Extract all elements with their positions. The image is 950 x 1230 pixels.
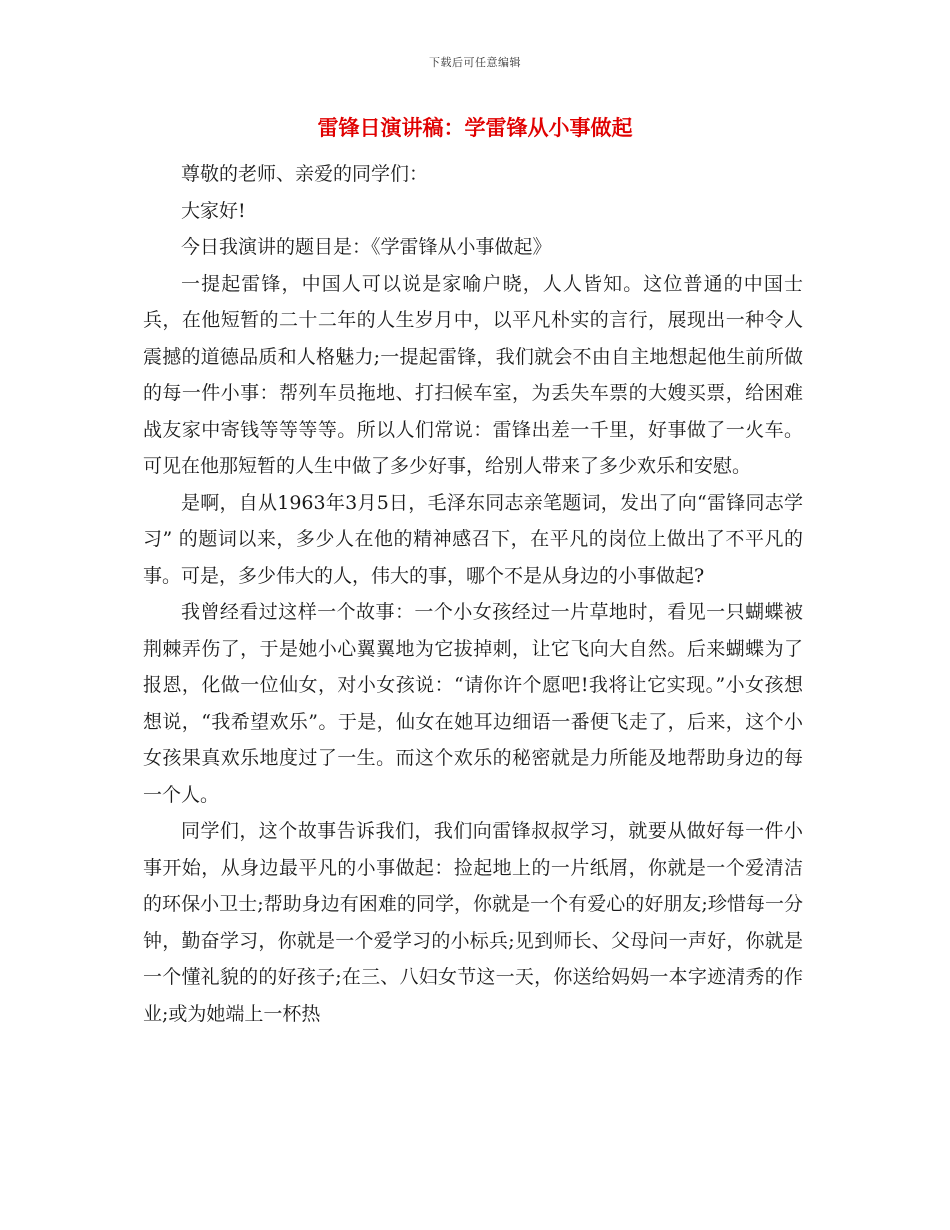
paragraph: 我曾经看过这样一个故事：一个小女孩经过一片草地时，看见一只蝴蝶被荆棘弄伤了，于是她小心翼翼地为它拔掉刺，让它飞向大自然。后来蝴蝶为了报恩，化做一位仙女，对小女孩说：“请你许个愿吧!我将让它实现。”小女孩想想说，“我希望欢乐”。于是，仙女在她耳边细语一番便飞走了，后来，这个小女孩果真欢乐地度过了一生。而这个欢乐的秘密就是力所能及地帮助身边的每一个人。 (143, 601, 803, 806)
paragraph: 是啊，自从1963年3月5日，毛泽东同志亲笔题词，发出了向“雷锋同志学习” 的题词以来，多少人在他的精神感召下，在平凡的岗位上做出了不平凡的事。可是，多少伟大的人，伟大的事，哪个不是从身边的小事做起? (143, 491, 803, 587)
paragraph-greeting: 大家好! (181, 199, 246, 222)
page-title: 雷锋日演讲稿：学雷锋从小事做起 (317, 115, 633, 140)
paragraph-salutation: 尊敬的老师、亲爱的同学们： (181, 163, 429, 185)
document-body (143, 156, 803, 1032)
header-note: 下载后可任意编辑 (429, 56, 521, 69)
paragraph-topic: 今日我演讲的题目是：《学雷锋从小事做起》 (181, 236, 552, 258)
paragraph: 同学们，这个故事告诉我们，我们向雷锋叔叔学习，就要从做好每一件小事开始，从身边最平凡的小事做起：捡起地上的一片纸屑，你就是一个爱清洁的环保小卫士;帮助身边有困难的同学，你就是一个有爱心的好朋友;珍惜每一分钟，勤奋学习，你就是一个爱学习的小标兵;见到师长、父母问一声好，你就是一个懂礼貌的的好孩子;在三、八妇女节这一天，你送给妈妈一本字迹清秀的作业;或为她端上一杯热 (143, 820, 803, 1025)
paragraph: 一提起雷锋，中国人可以说是家喻户晓，人人皆知。这位普通的中国士兵，在他短暂的二十二年的人生岁月中，以平凡朴实的言行，展现出一种令人震撼的道德品质和人格魅力;一提起雷锋，我们就会不由自主地想起他生前所做的每一件小事：帮列车员拖地、打扫候车室，为丢失车票的大嫂买票，给困难战友家中寄钱等等等等。所以人们常说：雷锋出差一千里，好事做了一火车。可见在他那短暂的人生中做了多少好事，给别人带来了多少欢乐和安慰。 (143, 272, 803, 477)
